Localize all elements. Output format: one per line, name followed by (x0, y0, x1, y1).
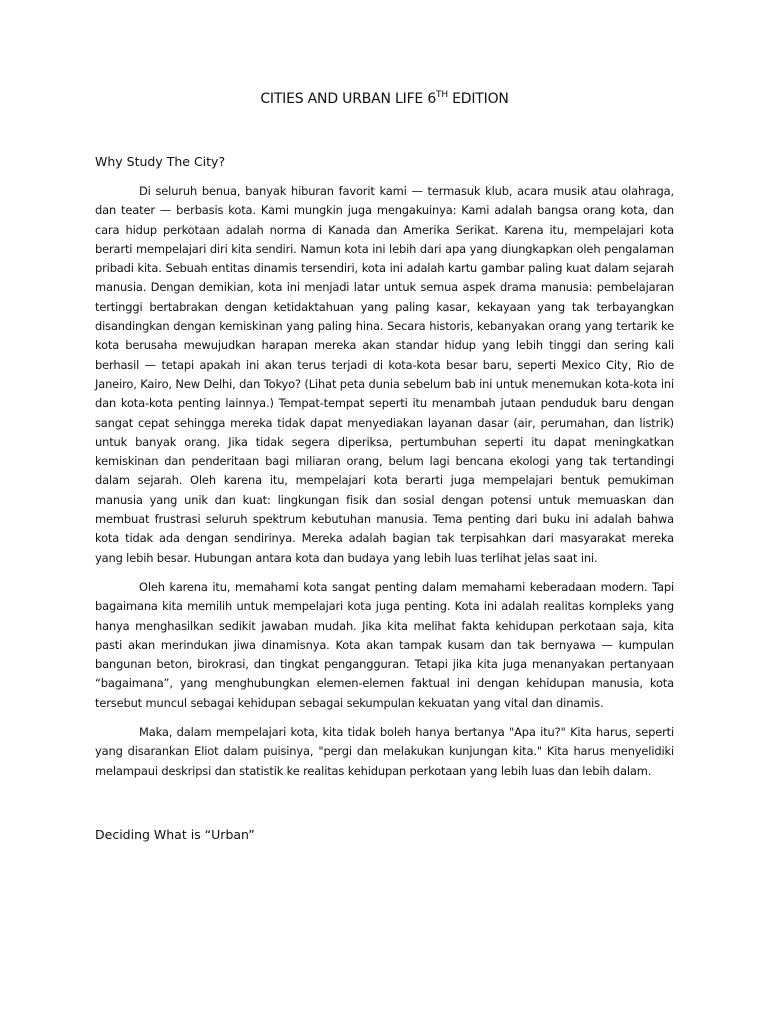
paragraph-1: Di seluruh benua, banyak hiburan favorit kami — termasuk klub, acara musik atau olahraga, dan teater — berbasis kota. Kami mungkin juga mengakuinya: Kami adalah bangsa orang kota, dan cara hidup perkotaan adalah norma di Kanada dan Amerika Serikat. Karena itu, mempelajari kota berarti mempelajari diri kita sendiri. Namun kota ini lebih dari apa yang diungkapkan oleh pengalaman pribadi kita. Sebuah entitas dinamis tersendiri, kota ini adalah kartu gambar paling kuat dalam sejarah manusia. Dengan demikian, kota ini menjadi latar untuk semua aspek drama manusia: pembelajaran tertinggi bertabrakan dengan ketidaktahuan yang paling kasar, kekayaan yang tak terbayangkan disandingkan dengan kemiskinan yang paling hina. Secara historis, kebanyakan orang yang tertarik ke kota berusaha mewujudkan harapan mereka akan standar hidup yang lebih tinggi dan sering kali berhasil — tetapi apakah ini akan terus terjadi di kota-kota besar baru, seperti Mexico City, Rio de Janeiro, Kairo, New Delhi, dan Tokyo? (Lihat peta dunia sebelum bab ini untuk menemukan kota-kota ini dan kota-kota penting lainnya.) Tempat-tempat seperti itu menambah jutaan penduduk baru dengan sangat cepat sehingga mereka tidak dapat menyediakan layanan dasar (air, perumahan, dan listrik) untuk banyak orang. Jika tidak segera diperiksa, pertumbuhan seperti itu dapat meningkatkan kemiskinan dan penderitaan bagi miliaran orang, belum lagi bencana ekologi yang tak tertandingi dalam sejarah. Oleh karena itu, mempelajari kota berarti juga mempelajari bentuk pemukiman manusia yang unik dan kuat: lingkungan fisik dan sosial dengan potensi untuk memuaskan dan membuat frustrasi seluruh spektrum kebutuhan manusia. Tema penting dari buku ini adalah bahwa kota tidak ada dengan sendirinya. Mereka adalah bagian tak terpisahkan dari masyarakat mereka yang lebih besar. Hubungan antara kota dan budaya yang lebih luas terlihat jelas saat ini. (95, 184, 674, 565)
title-main: CITIES AND URBAN LIFE 6 (260, 91, 437, 107)
title-tail: EDITION (447, 91, 509, 107)
document-page (95, 88, 674, 845)
document-title (95, 88, 674, 110)
title-superscript: TH (436, 90, 448, 100)
paragraph-2: Oleh karena itu, memahami kota sangat penting dalam memahami keberadaan modern. Tapi bagaimana kita memilih untuk mempelajari kota juga penting. Kota ini adalah realitas kompleks yang hanya menghasilkan sedikit jawaban mudah. Jika kita melihat fakta kehidupan perkotaan saja, kita pasti akan merindukan jiwa dinamisnya. Kota akan tampak kusam dan tak bernyawa — kumpulan bangunan beton, birokrasi, dan tingkat pengangguran. Tetapi jika kita juga menanyakan pertanyaan “bagaimana”, yang menghubungkan elemen-elemen faktual ini dengan kehidupan manusia, kota tersebut muncul sebagai kehidupan sebagai sekumpulan kekuatan yang vital dan dinamis. (95, 579, 674, 710)
section-heading-why-study: Why Study The City? (95, 154, 226, 169)
section-heading-deciding-urban: Deciding What is “Urban” (95, 826, 255, 842)
paragraph-3: Maka, dalam mempelajari kota, kita tidak boleh hanya bertanya "Apa itu?" Kita harus, seperti yang disarankan Eliot dalam puisinya, "pergi dan melakukan kunjungan kita." Kita harus menyelidiki melampaui deskripsi dan statistik ke realitas kehidupan perkotaan yang lebih luas dan lebih dalam. (95, 725, 674, 778)
